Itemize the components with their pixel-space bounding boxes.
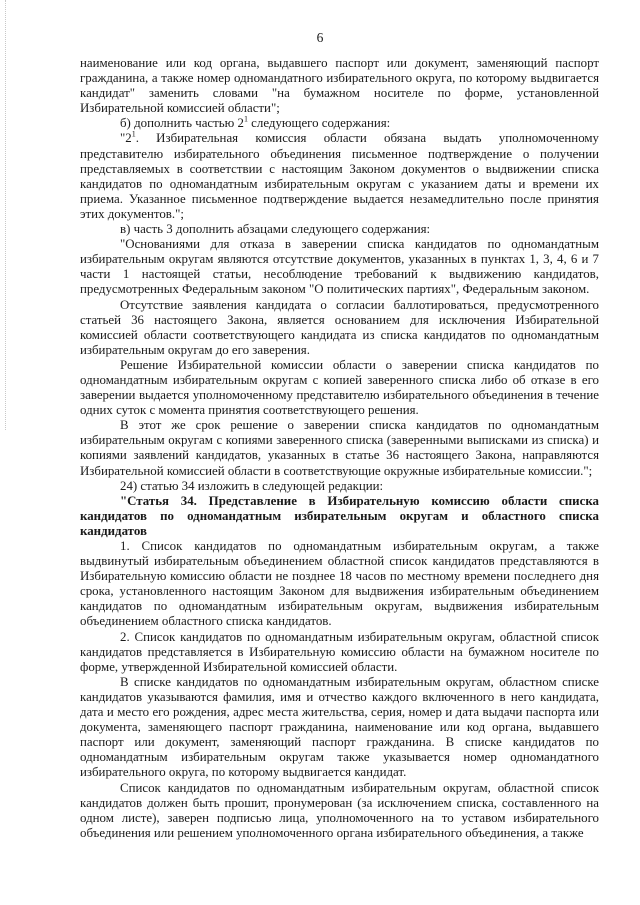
paragraph xyxy=(80,539,599,630)
paragraph xyxy=(80,298,599,358)
paragraph xyxy=(80,237,599,297)
paragraph xyxy=(80,479,599,494)
article-heading xyxy=(80,494,599,539)
paragraph-text: в) часть 3 дополнить абзацами следующего содержания: xyxy=(120,222,431,237)
paragraph xyxy=(80,222,599,237)
superscript: 1 xyxy=(243,115,248,125)
superscript: 1 xyxy=(131,130,136,140)
paragraph-text: следующего содержания: xyxy=(247,116,391,131)
paragraph-text: "Основаниями для отказа в заверении списка кандидатов по одномандатным избирательным округам являются отсутствие документов, указанных в пунктах 1, 3, 4, 6 и 7 части 1 настоящей статьи, несоблюдение требований к выдвижению кандидатов, предусмотренных Федеральным законом "О политических партиях", Федеральным законом. xyxy=(80,237,599,297)
paragraph-text: . Избирательная комиссия области обязана выдать уполномоченному представителю избирательного объединения письменное подтверждение о получении представляемых в соответствии с настоящим Законом документов о выдвижении списка кандидатов по одномандатным избирательным округам с указанием даты и времени их приема. Указанное письменное подтверждение выдается незамедлительно после принятия этих документов."; xyxy=(80,131,599,221)
paragraph-text: б) дополнить частью 2 xyxy=(120,116,244,131)
document-body xyxy=(80,56,599,841)
paragraph xyxy=(80,116,599,131)
paragraph xyxy=(80,358,599,418)
paragraph-text: "Статья 34. Представление в Избирательную комиссию области списка кандидатов по одномандатным избирательным округам и областного списка кандидатов xyxy=(80,493,599,538)
paragraph-text: В списке кандидатов по одномандатным избирательным округам, областном списке кандидатов указываются фамилия, имя и отчество каждого включенного в него кандидата, дата и место его рождения, адрес места жительства, серия, номер и дата выдачи паспорта или документа, заменяющего паспорт гражданина, наименование или код органа, выдавшего паспорт или документ, заменяющий паспорт гражданина. В списке кандидатов по одномандатным избирательным округам также указывается номер одномандатного избирательного округа, по которому выдвигается кандидат. xyxy=(80,674,599,780)
paragraph xyxy=(80,131,599,222)
paragraph xyxy=(80,675,599,781)
paragraph-text: 1. Список кандидатов по одномандатным избирательным округам, а также выдвинутый избирательным объединением областной список кандидатов представляются в Избирательную комиссию области не позднее 18 часов по местному времени последнего дня срока, установленного настоящим Законом для выдвижения избирательным объединением кандидатов по одномандатным избирательным округам, выдвижения избирательным объединением областного списка кандидатов. xyxy=(80,539,599,629)
page-number: 6 xyxy=(316,30,324,45)
paragraph-text: 24) статью 34 изложить в следующей редакции: xyxy=(120,478,384,493)
paragraph-text: Решение Избирательной комиссии области о заверении списка кандидатов по одномандатным избирательным округам с копией заверенного списка либо об отказе в его заверении выдается уполномоченному представителю избирательного объединения в течение одних суток с момента принятия соответствующего решения. xyxy=(80,357,599,418)
paragraph-text: Список кандидатов по одномандатным избирательным округам, областной список кандидатов должен быть прошит, пронумерован (за исключением списка, составленного на одном листе), заверен подписью лица, уполномоченного на то уставом избирательного объединения или решением уполномоченного органа избирательного объединения, а также xyxy=(80,780,599,840)
paragraph-text: 2. Список кандидатов по одномандатным избирательным округам, областной список кандидатов представляется в Избирательную комиссию области на бумажном носителе по форме, утвержденной Избирательной комиссией области. xyxy=(80,629,599,674)
paragraph xyxy=(80,630,599,675)
paragraph xyxy=(80,418,599,478)
paragraph xyxy=(80,56,599,116)
paragraph-text: В этот же срок решение о заверении списка кандидатов по одномандатным избирательным округам с копиями заверенного списка (заверенными выписками из списка) и копиями заявлений кандидатов, указанных в статье 36 настоящего Закона, направляются Избирательной комиссией области в соответствующие окружные избирательные комиссии."; xyxy=(80,418,599,478)
paragraph-text: Отсутствие заявления кандидата о согласии баллотироваться, предусмотренного статьей 36 настоящего Закона, является основанием для исключения Избирательной комиссией области соответствующего кандидата из списка кандидатов по одномандатным избирательным округам до его заверения. xyxy=(80,297,599,357)
paragraph-text: наименование или код органа, выдавшего паспорт или документ, заменяющий паспорт гражданина, а также номер одномандатного избирательного округа, по которому выдвигается кандидат" заменить словами "на бумажном носителе по форме, установленной Избирательной комиссией области"; xyxy=(80,56,599,116)
paragraph-text: "2 xyxy=(120,131,132,146)
scan-margin-marks xyxy=(5,0,8,430)
paragraph xyxy=(80,781,599,841)
